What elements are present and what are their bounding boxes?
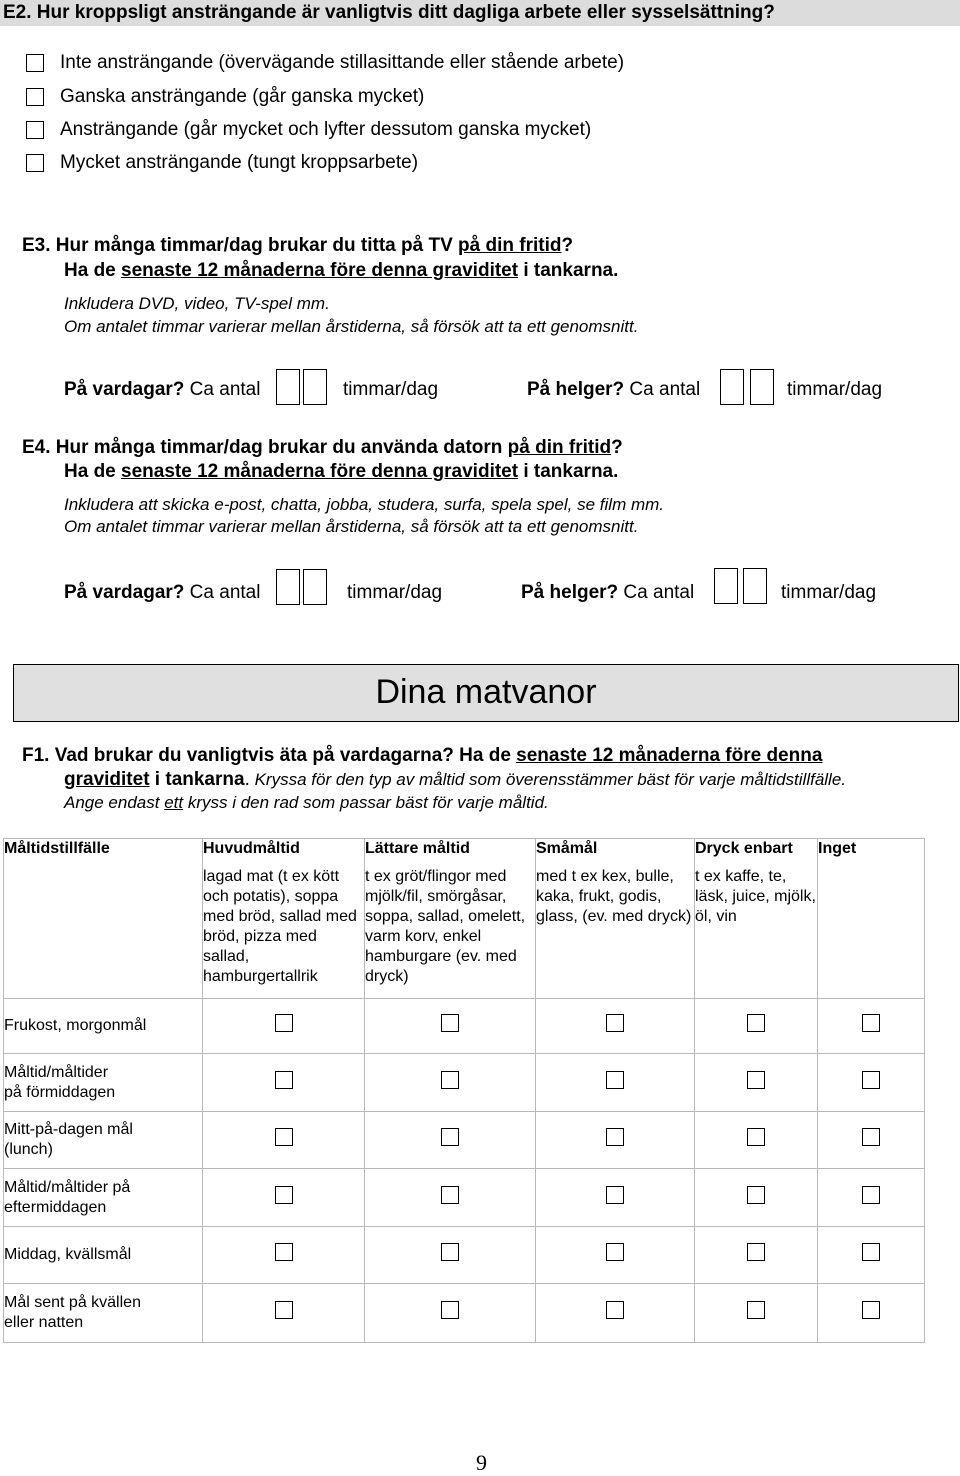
header-cell: Huvudmåltid lagad mat (t ex kött och potatis), soppa med bröd, sallad med bröd, pizza med sallad, hamburgertallrik [203,839,365,999]
checkbox-cell[interactable] [203,1169,365,1227]
column-description: lagad mat (t ex kött och potatis), soppa med bröd, sallad med bröd, pizza med sallad, hamburgertallrik [203,868,357,985]
option-label: Ansträngande (går mycket och lyfter dessutom ganska mycket) [60,119,592,140]
e4-weekday-unit: timmar/dag [347,582,443,603]
row-label: Mål sent på kvällen eller natten [4,1284,203,1343]
e3-holiday-label: På helger? Ca antal [527,379,701,400]
checkbox[interactable] [26,88,44,106]
e4-weekday-digit-1[interactable] [276,569,300,605]
checkbox[interactable] [441,1128,459,1146]
row-label: Frukost, morgonmål [4,999,203,1054]
e3-holiday-digit-1[interactable] [720,369,744,405]
checkbox[interactable] [441,1071,459,1089]
checkbox-cell[interactable] [536,1112,695,1169]
checkbox[interactable] [862,1128,880,1146]
checkbox[interactable] [275,1186,293,1204]
e4-weekday-label: På vardagar? Ca antal [64,582,261,603]
checkbox-cell[interactable] [818,1054,925,1112]
question-e4-timeframe: Ha de senaste 12 månaderna före denna graviditet i tankarna. [64,461,619,482]
checkbox-cell[interactable] [203,1054,365,1112]
header-cell: Småmål med t ex kex, bulle, kaka, frukt, godis, glass, (ev. med dryck) [536,839,695,999]
checkbox[interactable] [606,1071,624,1089]
checkbox-cell[interactable] [365,999,536,1054]
e4-note-1: Inkludera att skicka e-post, chatta, jobba, studera, surfa, spela spel, se film mm. [64,495,664,514]
checkbox-cell[interactable] [365,1284,536,1343]
row-label: Måltid/måltider på eftermiddagen [4,1169,203,1227]
checkbox-cell[interactable] [695,1054,818,1112]
checkbox[interactable] [747,1128,765,1146]
checkbox[interactable] [275,1071,293,1089]
header-cell: Lättare måltid t ex gröt/flingor med mjölk/fil, smörgåsar, soppa, sallad, omelett, varm korv, enkel hamburgare (ev. med dryck) [365,839,536,999]
question-f1-line-1: F1. Vad brukar du vanligtvis äta på vardagarna? Ha de senaste 12 månaderna före denna [22,745,823,766]
table-row [4,1112,925,1169]
checkbox[interactable] [275,1301,293,1319]
header-cell: Inget [818,839,925,999]
checkbox[interactable] [862,1071,880,1089]
row-label: Middag, kvällsmål [4,1227,203,1284]
page-number: 9 [476,1450,487,1475]
header-cell: Dryck enbart t ex kaffe, te, läsk, juice, mjölk, öl, vin [695,839,818,999]
checkbox[interactable] [606,1128,624,1146]
e3-weekday-digit-2[interactable] [303,369,327,405]
checkbox[interactable] [862,1243,880,1261]
checkbox-cell[interactable] [818,1112,925,1169]
checkbox[interactable] [441,1301,459,1319]
column-description: med t ex kex, bulle, kaka, frukt, godis, glass, (ev. med dryck) [536,868,692,925]
checkbox[interactable] [275,1128,293,1146]
option-label: Mycket ansträngande (tungt kroppsarbete) [60,152,419,173]
row-label: Måltid/måltider på förmiddagen [4,1054,203,1112]
checkbox[interactable] [26,54,44,72]
question-f1-line-2: graviditet i tankarna. Kryssa för den typ av måltid som överensstämmer bäst för varje måltidstillfälle. [64,769,847,790]
table-row [4,999,925,1054]
row-label: Mitt-på-dagen mål (lunch) [4,1112,203,1169]
checkbox[interactable] [862,1186,880,1204]
checkbox[interactable] [862,1014,880,1032]
checkbox-cell[interactable] [203,1227,365,1284]
checkbox-cell[interactable] [695,1112,818,1169]
checkbox[interactable] [441,1014,459,1032]
question-e3-timeframe: Ha de senaste 12 månaderna före denna graviditet i tankarna. [64,260,619,281]
table-row [4,1227,925,1284]
e2-option-4[interactable] [26,152,418,174]
e4-holiday-unit: timmar/dag [781,582,877,603]
e4-holiday-label: På helger? Ca antal [521,582,695,603]
question-e3: E3. Hur många timmar/dag brukar du titta på TV på din fritid? [22,235,574,256]
checkbox[interactable] [606,1243,624,1261]
table-row [4,1054,925,1112]
checkbox[interactable] [606,1301,624,1319]
checkbox[interactable] [747,1014,765,1032]
checkbox-cell[interactable] [695,1284,818,1343]
e4-note-2: Om antalet timmar varierar mellan årstiderna, så försök att ta ett genomsnitt. [64,517,639,536]
checkbox-cell[interactable] [818,1227,925,1284]
e4-holiday-digit-2[interactable] [743,568,767,604]
meal-table [3,838,925,1343]
option-label: Inte ansträngande (övervägande stillasittande eller stående arbete) [60,52,625,73]
e3-weekday-label: På vardagar? Ca antal [64,379,261,400]
checkbox[interactable] [606,1014,624,1032]
checkbox-cell[interactable] [818,1169,925,1227]
checkbox[interactable] [275,1014,293,1032]
table-row [4,1169,925,1227]
checkbox[interactable] [441,1243,459,1261]
question-e4: E4. Hur många timmar/dag brukar du använda datorn på din fritid? [22,437,623,458]
e3-holiday-unit: timmar/dag [787,379,883,400]
question-e2-title: E2. Hur kroppsligt ansträngande är vanligtvis ditt dagliga arbete eller sysselsättning? [0,0,960,26]
checkbox-cell[interactable] [365,1169,536,1227]
e3-note-1: Inkludera DVD, video, TV-spel mm. [64,294,330,313]
checkbox-cell[interactable] [536,1054,695,1112]
table-header-row [4,839,925,999]
checkbox[interactable] [26,121,44,139]
e3-weekday-unit: timmar/dag [343,379,439,400]
checkbox-cell[interactable] [536,1227,695,1284]
checkbox[interactable] [747,1243,765,1261]
option-label: Ganska ansträngande (går ganska mycket) [60,86,425,107]
e4-weekday-digit-2[interactable] [303,569,327,605]
checkbox[interactable] [606,1186,624,1204]
checkbox-cell[interactable] [203,1112,365,1169]
checkbox[interactable] [275,1243,293,1261]
column-description: t ex kaffe, te, läsk, juice, mjölk, öl, vin [695,868,816,925]
header-cell: Måltidstillfälle [4,839,203,999]
table-row [4,1284,925,1343]
column-description: t ex gröt/flingor med mjölk/fil, smörgåsar, soppa, sallad, omelett, varm korv, enkel hamburgare (ev. med dryck) [365,868,526,985]
checkbox-cell[interactable] [365,1227,536,1284]
checkbox[interactable] [862,1301,880,1319]
checkbox-cell[interactable] [536,999,695,1054]
checkbox[interactable] [747,1186,765,1204]
e2-option-1[interactable] [26,52,624,74]
e3-note-2: Om antalet timmar varierar mellan årstiderna, så försök att ta ett genomsnitt. [64,317,639,336]
section-title: Dina matvanor [375,673,597,711]
checkbox[interactable] [441,1186,459,1204]
checkbox[interactable] [747,1071,765,1089]
checkbox-cell[interactable] [203,1284,365,1343]
question-f1-instruction: Ange endast ett kryss i den rad som passar bäst för varje måltid. [64,793,549,812]
e2-option-3[interactable] [26,119,591,141]
checkbox[interactable] [747,1301,765,1319]
checkbox-cell[interactable] [818,999,925,1054]
e4-holiday-digit-1[interactable] [714,568,738,604]
e3-holiday-digit-2[interactable] [750,369,774,405]
e3-weekday-digit-1[interactable] [276,369,300,405]
checkbox-cell[interactable] [695,999,818,1054]
checkbox[interactable] [26,154,44,172]
e2-option-2[interactable] [26,86,424,108]
checkbox-cell[interactable] [818,1284,925,1343]
checkbox-cell[interactable] [203,999,365,1054]
checkbox-cell[interactable] [536,1169,695,1227]
checkbox-cell[interactable] [365,1054,536,1112]
checkbox-cell[interactable] [365,1112,536,1169]
checkbox-cell[interactable] [695,1227,818,1284]
checkbox-cell[interactable] [536,1284,695,1343]
checkbox-cell[interactable] [695,1169,818,1227]
